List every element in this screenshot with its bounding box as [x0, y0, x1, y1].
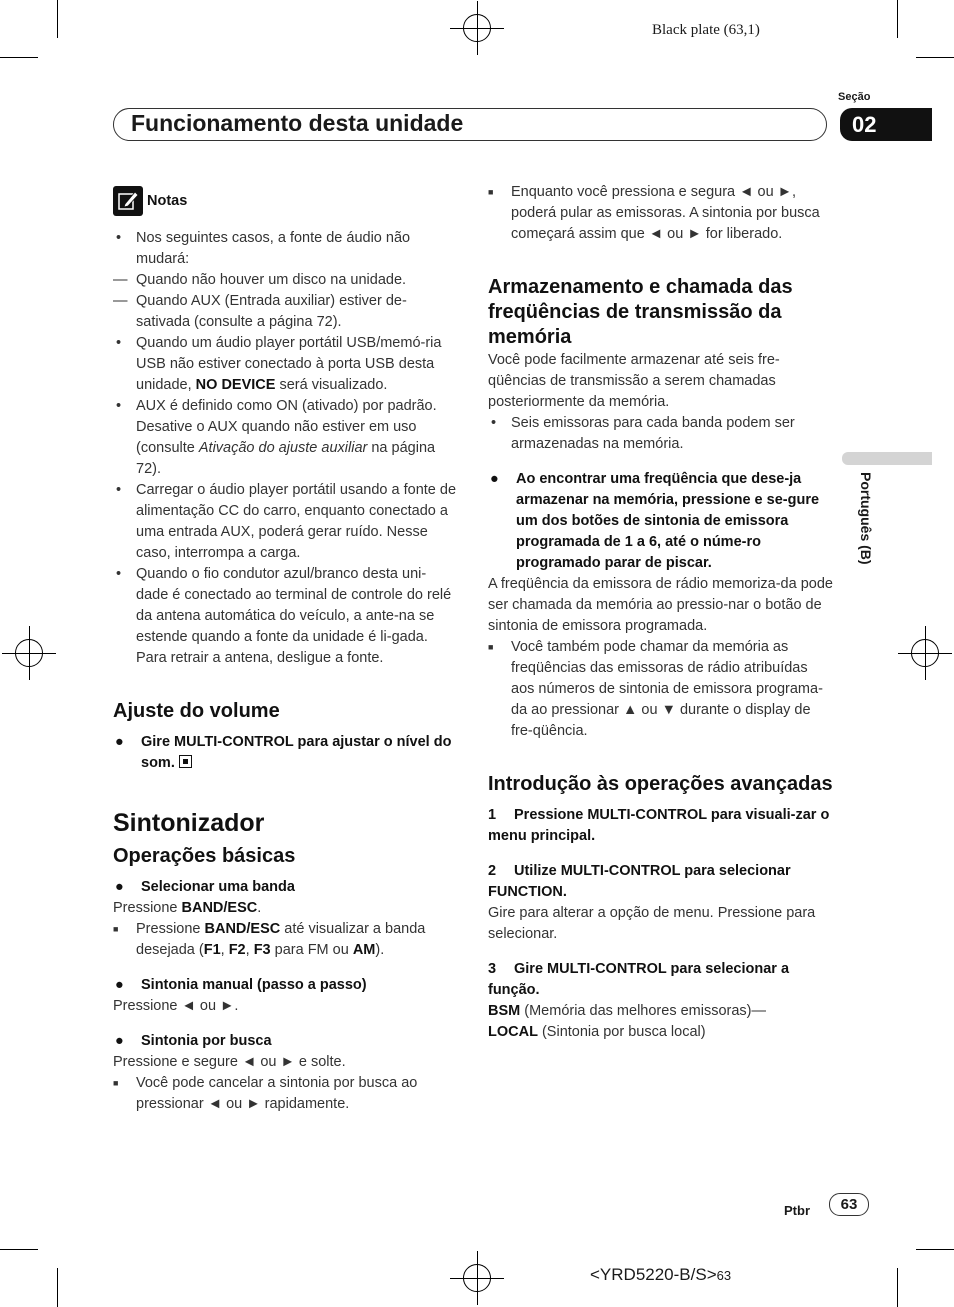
- memory-list: [488, 413, 833, 455]
- list-item: • Quando um áudio player portátil USB/memó-ria USB não estiver conectado à porta USB desta unidade, NO DEVICE será visualizado.: [113, 333, 458, 396]
- basic-ops-heading: Operações básicas: [113, 845, 296, 867]
- memory-text: A freqüência da emissora de rádio memoriza-da pode ser chamada da memória ao pressio-nar o botão de sintonia de emissora programada.: [488, 576, 833, 634]
- crop-mark: [916, 1249, 954, 1250]
- band-step: ● Selecionar uma banda: [115, 879, 295, 895]
- section-label: Seção: [838, 91, 871, 103]
- crop-mark: [0, 57, 38, 58]
- memory-note: ■ Você também pode chamar da memória as freqüências das emissoras de rádio atribuídas aos números de sintonia de emissora programa-da ao pressionar ▲ ou ▼ durante o display de fre-qüência.: [488, 637, 833, 742]
- volume-heading: Ajuste do volume: [113, 700, 280, 722]
- memory-intro: Você pode facilmente armazenar até seis fre-qüências de transmissão a serem chamadas posteriormente da memória.: [488, 352, 780, 410]
- list-item: • Quando o fio condutor azul/branco desta uni-dade é conectado ao terminal de controle do relé da antena automática do veículo, a ante-na se estende quando a fonte da unidade é li-gada. Para retrair a antena, desligue a fonte.: [113, 564, 458, 669]
- footer-language-code: Ptbr: [784, 1203, 810, 1218]
- list-item: • Nos seguintes casos, a fonte de áudio não mudará: — Quando não houver um disco na unidade. — Quando AUX (Entrada auxiliar) estiver de-sativada (consulte a página 72).: [113, 228, 458, 333]
- registration-mark-left: [15, 639, 43, 667]
- crop-mark: [57, 1268, 58, 1307]
- list-item: — Quando AUX (Entrada auxiliar) estiver de-sativada (consulte a página 72).: [113, 291, 458, 333]
- hold-note: ■ Enquanto você pressiona e segura ◄ ou ►, poderá pular as emissoras. A sintonia por busca começará assim que ◄ ou ► for liberado.: [488, 182, 833, 245]
- notes-list: [113, 228, 458, 669]
- advanced-heading: Introdução às operações avançadas: [488, 773, 833, 795]
- list-item: • Seis emissoras para cada banda podem ser armazenadas na memória.: [488, 413, 833, 455]
- seek-step: ● Sintonia por busca: [115, 1033, 272, 1049]
- crop-mark: [57, 0, 58, 38]
- plate-label: Black plate (63,1): [652, 22, 760, 38]
- language-label: Português (B): [858, 472, 874, 565]
- crop-mark: [916, 57, 954, 58]
- notes-header: [113, 186, 458, 216]
- advanced-step-2: 2 Utilize MULTI-CONTROL para selecionar FUNCTION.: [488, 863, 791, 900]
- crop-mark: [897, 0, 898, 38]
- advanced-step-3: 3 Gire MULTI-CONTROL para selecionar a função.: [488, 961, 790, 998]
- advanced-step-2-text: Gire para alterar a opção de menu. Pressione para selecionar.: [488, 905, 816, 942]
- band-text: Pressione BAND/ESC.: [113, 900, 262, 916]
- advanced-step-1: 1 Pressione MULTI-CONTROL para visuali-zar o menu principal.: [488, 807, 830, 844]
- list-item: — Quando não houver um disco na unidade.: [113, 270, 458, 291]
- advanced-step-3-text: BSM (Memória das melhores emissoras)— LOCAL (Sintonia por busca local): [488, 1003, 766, 1040]
- crop-mark: [0, 1249, 38, 1250]
- language-tab: [842, 452, 932, 465]
- end-mark-icon: [179, 755, 192, 768]
- notes-title: Notas: [147, 192, 188, 209]
- registration-mark-top: [463, 14, 491, 42]
- manual-step: ● Sintonia manual (passo a passo): [115, 977, 367, 993]
- memory-step: ● Ao encontrar uma freqüência que dese-ja armazenar na memória, pressione e se-gure um dos botões de sintonia de emissora programada de 1 a 6, até o núme-ro programado parar de piscar.: [490, 471, 820, 571]
- registration-mark-bottom: [463, 1264, 491, 1292]
- band-note: ■ Pressione BAND/ESC até visualizar a banda desejada (F1, F2, F3 para FM ou AM).: [113, 919, 458, 961]
- manual-text: Pressione ◄ ou ►.: [113, 998, 239, 1014]
- crop-mark: [897, 1268, 898, 1307]
- volume-step: ● Gire MULTI-CONTROL para ajustar o nível do som.: [115, 734, 452, 771]
- section-number: 02: [852, 111, 877, 137]
- section-number-tab: [840, 108, 932, 141]
- page-number: 63: [829, 1193, 869, 1216]
- registration-mark-right: [911, 639, 939, 667]
- seek-note: ■ Você pode cancelar a sintonia por busca ao pressionar ◄ ou ► rapidamente.: [113, 1073, 458, 1115]
- dash-list: [113, 270, 458, 333]
- model-code: <YRD5220-B/S>63: [590, 1265, 732, 1284]
- left-column: [113, 186, 458, 1115]
- tuner-heading: Sintonizador: [113, 809, 265, 837]
- seek-text: Pressione e segure ◄ ou ► e solte.: [113, 1054, 346, 1070]
- list-item: • Carregar o áudio player portátil usando a fonte de alimentação CC do carro, enquanto conectado a uma entrada AUX, poderá gerar ruído. Nesse caso, interrompa a carga.: [113, 480, 458, 564]
- pencil-icon: [113, 186, 143, 216]
- list-item: • AUX é definido como ON (ativado) por padrão. Desative o AUX quando não estiver em uso (consulte Ativação do ajuste auxiliar na página 72).: [113, 396, 458, 480]
- memory-heading: Armazenamento e chamada das freqüências de transmissão da memória: [488, 276, 793, 348]
- right-column: [488, 182, 833, 1043]
- page-title: Funcionamento desta unidade: [131, 110, 464, 136]
